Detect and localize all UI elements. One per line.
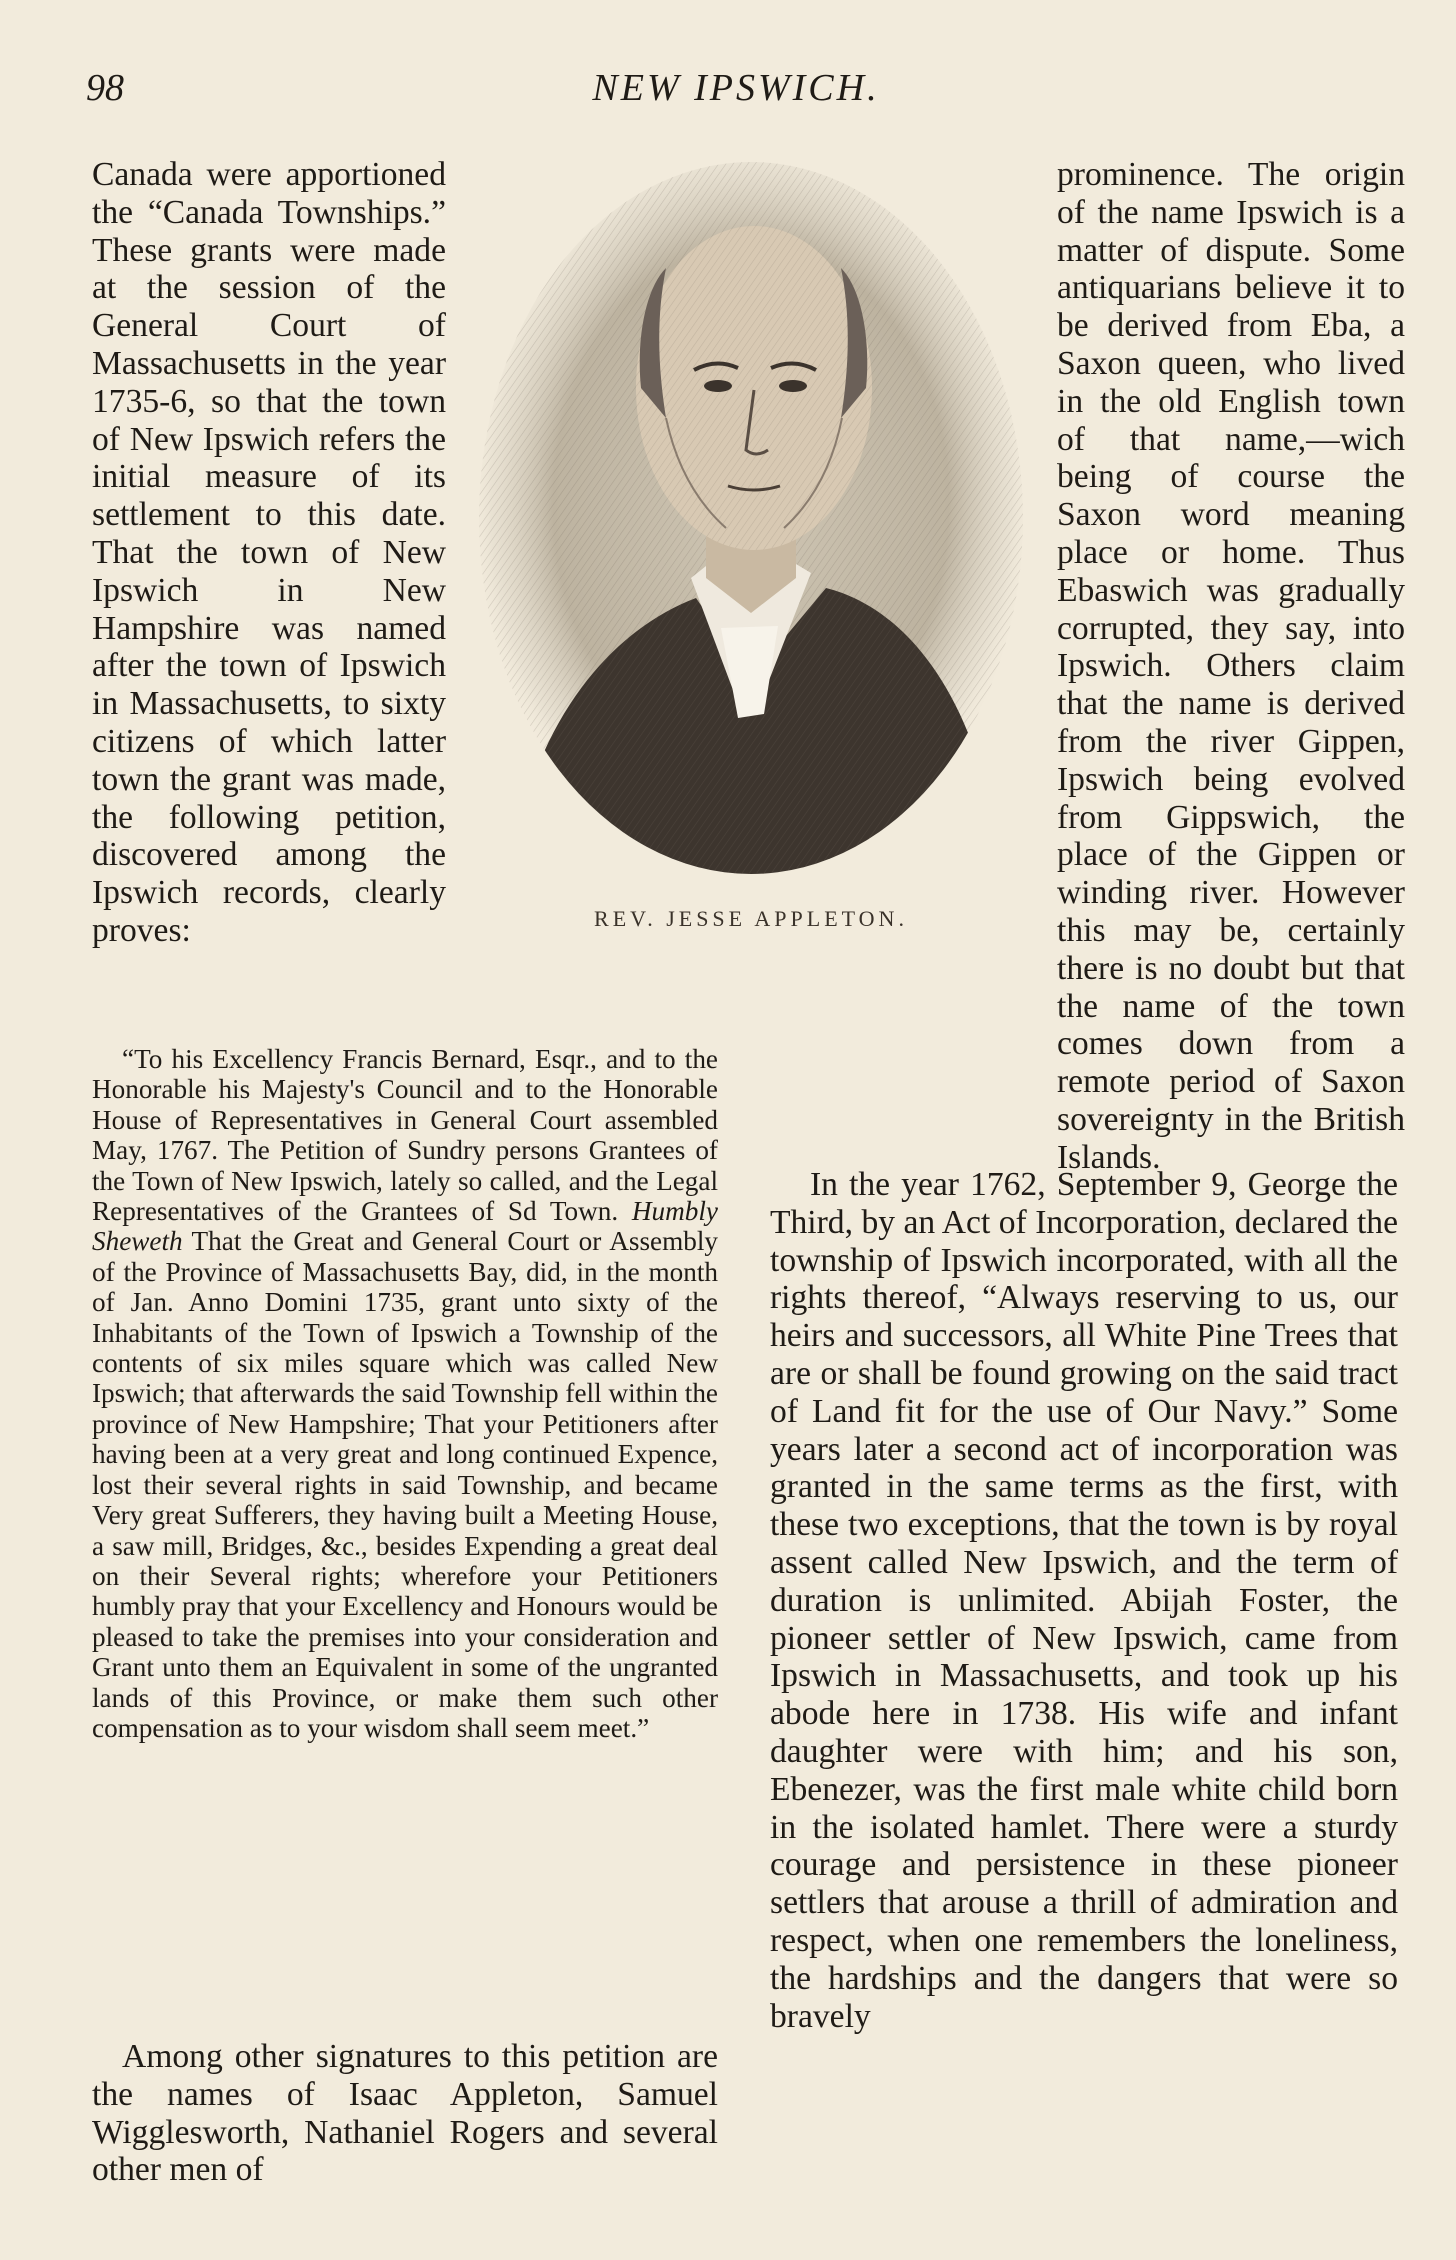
page-number: 98	[86, 67, 124, 109]
petition-paragraph	[92, 1044, 718, 1743]
paragraph-canada-townships: Canada were apportioned the “Canada Townships.” These grants were made at the session of the General Court of Massachusetts in the year 1735-6, so that the town of New Ipswich refers the initial measure of its settlement to this date. That the town of New Ipswich in New Hampshire was named after the town of Ipswich in Massachusetts, to sixty citizens of which latter town the grant was made, the following petition, discovered among the Ipswich records, clearly proves:	[92, 156, 446, 949]
portrait-caption: REV. JESSE APPLETON.	[594, 906, 908, 931]
paragraph-signatures: Among other signatures to this petition are the names of Isaac Appleton, Samuel Wigglesworth, Nathaniel Rogers and several other men of	[92, 2038, 718, 2189]
petition-quote	[92, 1044, 718, 1743]
petition-italic-phrase: Humbly Sheweth	[92, 1196, 718, 1257]
paragraph-origin-of-name: prominence. The origin of the name Ipswich is a matter of dispute. Some antiquarians believe it to be derived from Eba, a Saxon queen, who lived in the old English town of that name,—wich being of course the Saxon word meaning place or home. Thus Ebaswich was gradually corrupted, they say, into Ipswich. Others claim that the name is derived from the river Gippen, Ipswich being evolved from Gippswich, the place of the Gippen or winding river. However this may be, certainly there is no doubt but that the name of the town comes down from a remote period of Saxon sovereignty in the British Islands.	[1057, 156, 1405, 1176]
left-column-top-text	[92, 156, 446, 950]
right-column-top-text	[1057, 156, 1405, 1177]
page-header	[86, 66, 1386, 116]
paragraph-incorporation: In the year 1762, September 9, George the Third, by an Act of Incorporation, declared the township of Ipswich incorporated, with all the rights thereof, “Always reserving to us, our heirs and successors, all White Pine Trees that are or shall be found growing on the said tract of Land fit for the use of Our Navy.” Some years later a second act of incorporation was granted in the same terms as the first, with these two exceptions, that the town is by royal assent called New Ipswich, and the term of duration is unlimited. Abijah Foster, the pioneer settler of New Ipswich, came from Ipswich in Massachusetts, and took up his abode here in 1738. His wife and infant daughter were with him; and his son, Ebenezer, was the first male white child born in the isolated hamlet. There were a sturdy courage and persistence in these pioneer settlers that arouse a thrill of admiration and respect, when one remembers the loneliness, the hardships and the dangers that were so bravely	[770, 1166, 1398, 2035]
signatures-paragraph-block	[92, 2038, 718, 2189]
petition-text-body: That the Great and General Court or Assembly of the Province of Massachusetts Bay, did, in the month of Jan. Anno Domini 1735, grant unto sixty of the Inhabitants of the Town of Ipswich a Township of the contents of six miles square which was called New Ipswich; that afterwards the said Township fell within the province of New Hampshire; That your Petitioners after having been at a very great and long continued Expence, lost their several rights in said Township, and became Very great Sufferers, they having built a Meeting House, a saw mill, Bridges, &c., besides Expending a great deal on their Several rights; wherefore your Petitioners humbly pray that your Excellency and Honours would be pleased to take the premises into your consideration and Grant unto them an Equivalent in some of the ungranted lands of this Province, or make them such other compensation as to your wisdom shall seem meet.”	[92, 1226, 719, 1743]
portrait-figure	[466, 158, 1036, 931]
portrait-engraving	[466, 158, 1036, 898]
running-title: NEW IPSWICH.	[592, 67, 880, 109]
right-column-bottom-text	[770, 1166, 1398, 2035]
petition-text-opening: “To his Excellency Francis Bernard, Esqr., and to the Honorable his Majesty's Council and to the Honorable House of Representatives in General Court assembled May, 1767. The Petition of Sundry persons Grantees of the Town of New Ipswich, lately so called, and the Legal Representatives of the Grantees of Sd Town.	[92, 1044, 718, 1227]
